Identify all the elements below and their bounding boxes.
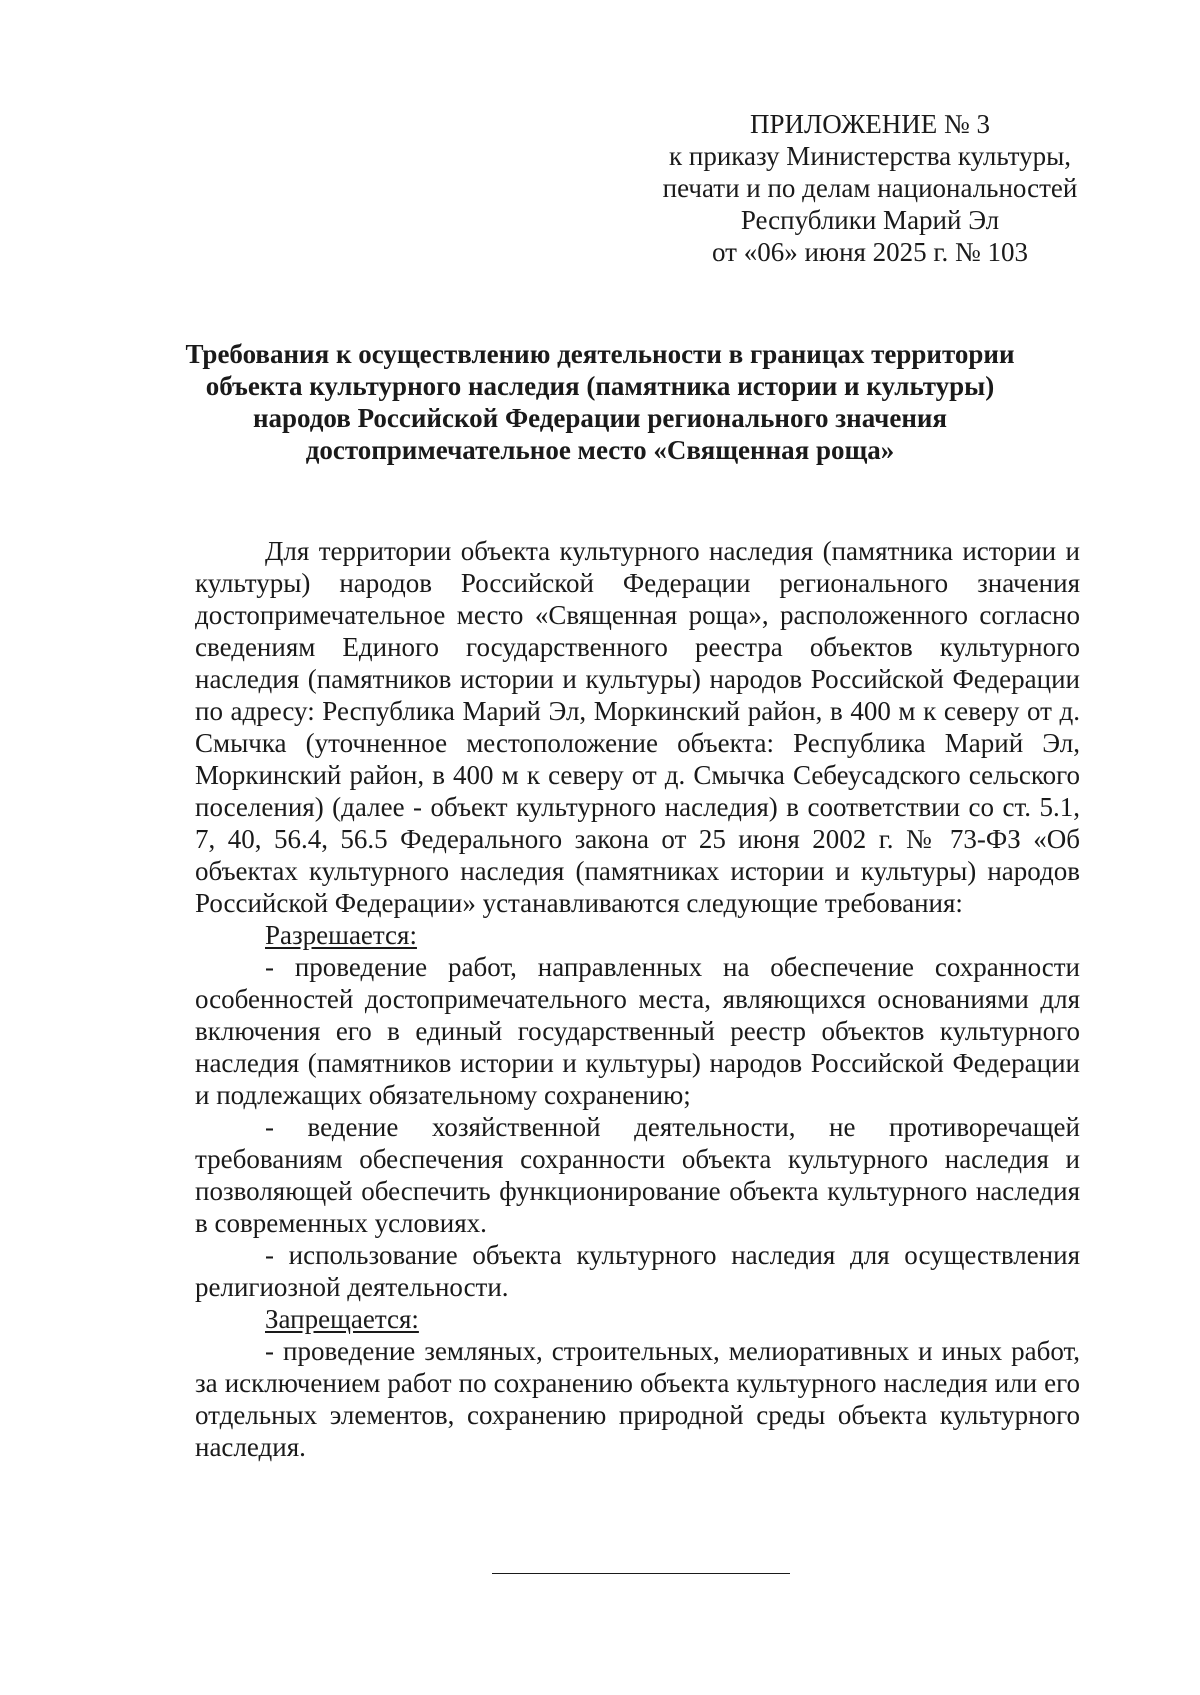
title-line: народов Российской Федерации регионального значения: [252, 403, 948, 433]
allowed-item: - ведение хозяйственной деятельности, не противоречащей требованиям обеспечения сохранности объекта культурного наследия и позволяющей обеспечить функционирование объекта культурного наследия в современных условиях.: [195, 1112, 1080, 1238]
intro-paragraph: Для территории объекта культурного наследия (памятника истории и культуры) народов Российской Федерации регионального значения достопримечательное место «Священная роща», расположенного согласно сведениям Единого государственного реестра объектов культурного наследия (памятников истории и культуры) народов Российской Федерации по адресу: Республика Марий Эл, Моркинский район, в 400 м к северу от д. Смычка (уточненное местоположение объекта: Республика Марий Эл, Моркинский район, в 400 м к северу от д. Смычка Себеусадского сельского поселения) (далее - объект культурного наследия) в соответствии со ст. 5.1, 7, 40, 56.4, 56.5 Федерального закона от 25 июня 2002 г. № 73-ФЗ «Об объектах культурного наследия (памятниках истории и культуры) народов Российской Федерации» устанавливаются следующие требования:: [195, 536, 1080, 918]
appendix-number: ПРИЛОЖЕНИЕ № 3: [749, 109, 991, 139]
appendix-order-line: к приказу Министерства культуры,: [669, 141, 1071, 171]
appendix-republic-line: Республики Марий Эл: [740, 205, 1000, 235]
title-line: объекта культурного наследия (памятника истории и культуры): [205, 371, 995, 401]
allowed-item: - проведение работ, направленных на обеспечение сохранности особенностей достопримечательного места, являющихся основаниями для включения его в единый государственный реестр объектов культурного наследия (памятников истории и культуры) народов Российской Федерации и подлежащих обязательному сохранению;: [195, 952, 1080, 1110]
document-body: [195, 535, 1080, 1463]
document-title: [170, 338, 1030, 466]
allowed-heading: Разрешается:: [265, 920, 417, 950]
appendix-date-line: от «06» июня 2025 г. № 103: [712, 237, 1028, 267]
title-line: достопримечательное место «Священная роща»: [305, 435, 895, 465]
appendix-header: [630, 108, 1110, 268]
end-divider-line: [492, 1573, 790, 1574]
appendix-ministry-line: печати и по делам национальностей: [662, 173, 1078, 203]
allowed-item: - использование объекта культурного наследия для осуществления религиозной деятельности.: [195, 1240, 1080, 1302]
title-line: Требования к осуществлению деятельности в границах территории: [185, 339, 1015, 369]
forbidden-item: - проведение земляных, строительных, мелиоративных и иных работ, за исключением работ по сохранению объекта культурного наследия или его отдельных элементов, сохранению природной среды объекта культурного наследия.: [195, 1336, 1080, 1462]
forbidden-heading: Запрещается:: [265, 1304, 419, 1334]
